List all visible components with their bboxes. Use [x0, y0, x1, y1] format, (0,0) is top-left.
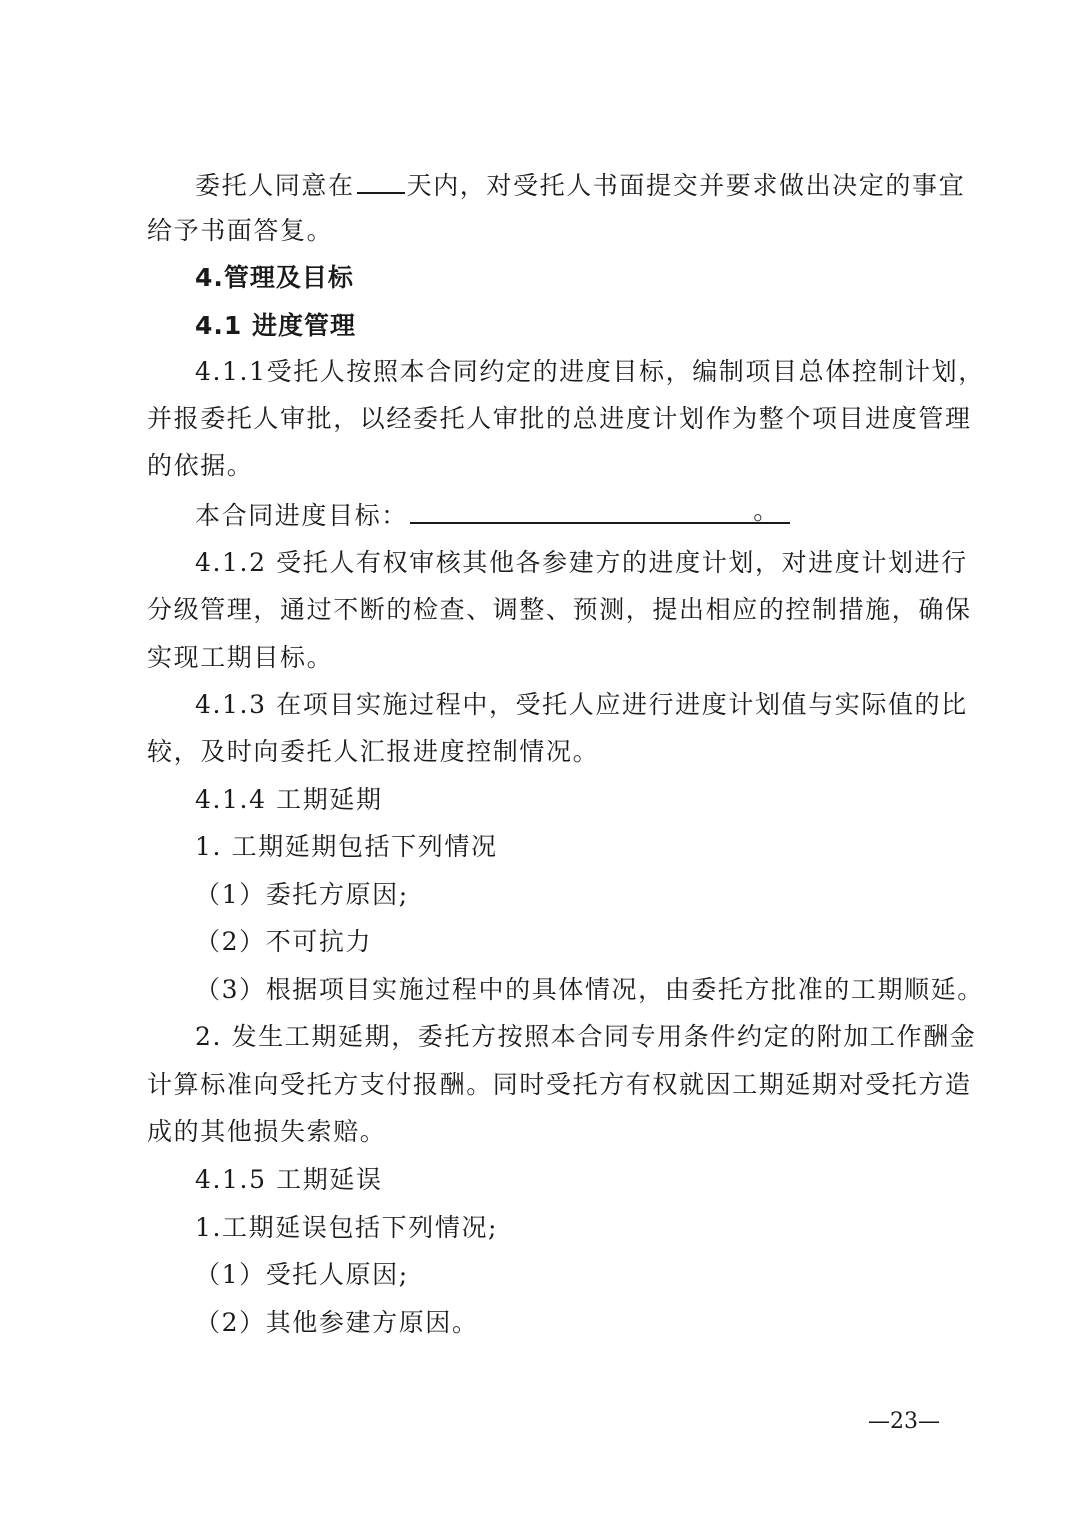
text-segment: 天内，对受托人书面提交并要求做出决定的事宜: [406, 171, 966, 200]
progress-goal-blank: [410, 496, 790, 525]
list-subitem-2: （2）不可抗力: [195, 927, 373, 956]
section-heading-4-1: 4.1 进度管理: [195, 311, 356, 340]
paragraph-4-1-2-line-2: 分级管理，通过不断的检查、调整、预测，提出相应的控制措施，确保: [147, 595, 972, 624]
list-subitem-4-1-5-1: （1）受托人原因;: [195, 1260, 409, 1289]
paragraph-4-1-1-line-2: 并报委托人审批，以经委托人审批的总进度计划作为整个项目进度管理: [147, 404, 972, 433]
blank-days-field: [357, 170, 405, 194]
paragraph-4-1-1-line-3: 的依据。: [147, 451, 254, 480]
text-segment: 委托人同意在: [195, 171, 355, 200]
list-subitem-3: （3）根据项目实施过程中的具体情况，由委托方批准的工期顺延。: [195, 975, 984, 1004]
paragraph-4-1-4-2-line-3: 成的其他损失索赔。: [147, 1117, 387, 1146]
heading-4-1-5: 4.1.5 工期延误: [195, 1165, 383, 1194]
progress-goal-label: 本合同进度目标：: [195, 501, 408, 530]
list-subitem-1: （1）委托方原因;: [195, 880, 409, 909]
heading-4-1-4: 4.1.4 工期延期: [195, 785, 383, 814]
progress-goal-line: [195, 496, 995, 531]
paragraph-reply-line-1: [195, 170, 995, 201]
progress-goal-period: 。: [753, 496, 780, 525]
section-heading-4: 4.管理及目标: [195, 263, 354, 292]
page-number: —23—: [868, 1409, 940, 1434]
paragraph-4-1-1-line-1: 4.1.1受托人按照本合同约定的进度目标，编制项目总体控制计划，: [195, 357, 985, 386]
paragraph-4-1-3-line-2: 较，及时向委托人汇报进度控制情况。: [147, 737, 600, 766]
paragraph-reply-line-2: 给予书面答复。: [147, 216, 334, 245]
paragraph-4-1-4-2-line-1: 2. 发生工期延期，委托方按照本合同专用条件约定的附加工作酬金: [195, 1022, 977, 1051]
paragraph-4-1-2-line-3: 实现工期目标。: [147, 643, 334, 672]
paragraph-4-1-2-line-1: 4.1.2 受托人有权审核其他各参建方的进度计划，对进度计划进行: [195, 548, 968, 577]
list-item-4-1-5-1: 1.工期延误包括下列情况;: [195, 1213, 499, 1242]
list-item-4-1-4-1: 1. 工期延期包括下列情况: [195, 832, 498, 861]
paragraph-4-1-4-2-line-2: 计算标准向受托方支付报酬。同时受托方有权就因工期延期对受托方造: [147, 1070, 972, 1099]
paragraph-4-1-3-line-1: 4.1.3 在项目实施过程中，受托人应进行进度计划值与实际值的比: [195, 690, 968, 719]
list-subitem-4-1-5-2: （2）其他参建方原因。: [195, 1308, 479, 1337]
